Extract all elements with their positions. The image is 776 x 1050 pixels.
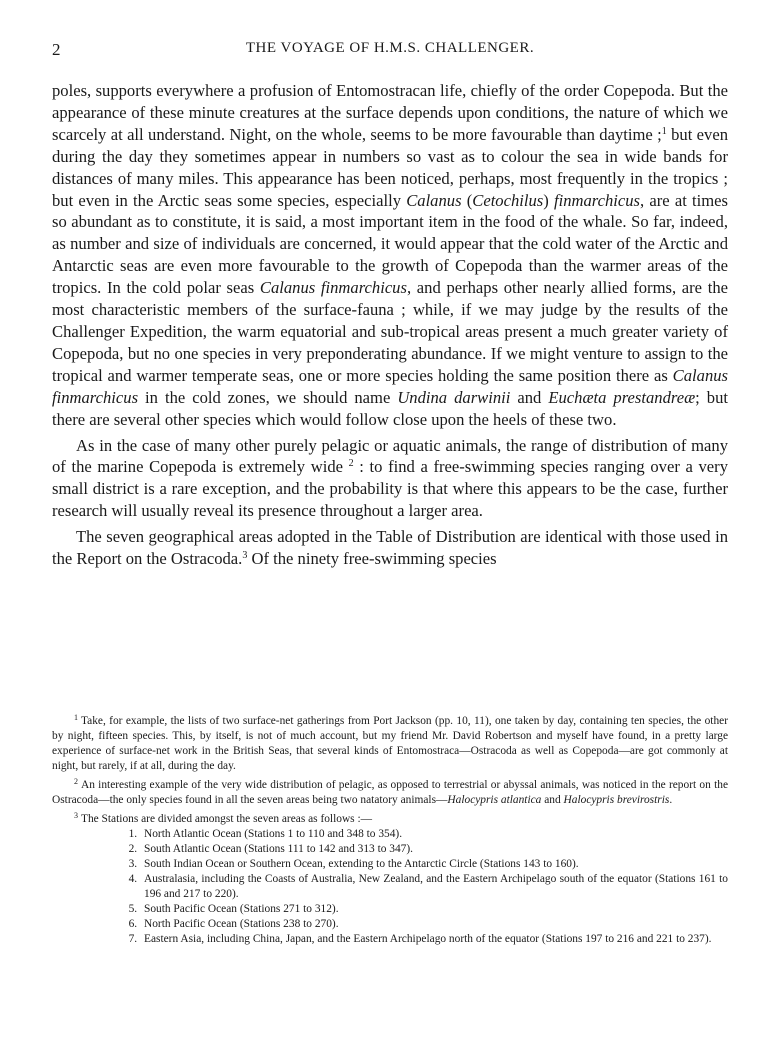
footnote-3: $^3$ The Stations are divided amongst the seven areas as follows :—: [74, 811, 373, 825]
list-item: 4. Australasia, including the Coasts of Australia, New Zealand, and the Eastern Archipelago south of the equator (Stations 161 to 196 and 217 to 220).: [140, 872, 728, 902]
list-item: 1. North Atlantic Ocean (Stations 1 to 110 and 348 to 354).: [140, 827, 728, 842]
footnote-2: $^2$ An interesting example of the very wide distribution of pelagic, as opposed to terrestrial or abyssal animals, was noticed in the report on the Ostracoda—the only species found in all the seven areas being two natatory animals—Halocypris atlantica and Halocypris brevirostris.: [52, 777, 728, 806]
species-name: Cetochilus: [472, 190, 544, 210]
page-number: 2: [52, 40, 61, 59]
paragraph-2: As in the case of many other purely pelagic or aquatic animals, the range of distribution of many of the marine Copepoda is extremely wide $^2$ : to find a free-swimming species ranging over a very small district is a rare exception, and the probability is that where this appears to be the case, further research will usually reveal its presence throughout a larger area.: [52, 435, 728, 521]
footnotes: [52, 710, 728, 947]
species-name: Euchæta prestandreæ: [548, 387, 696, 407]
footnote-ref-1: 1: [661, 125, 667, 137]
list-item: 3. South Indian Ocean or Southern Ocean, extending to the Antarctic Circle (Stations 143 to 160).: [140, 857, 728, 872]
body-text: [52, 80, 728, 570]
species-name: Calanus finmarchicus: [52, 365, 728, 407]
species-name: Calanus finmarchicus: [259, 278, 407, 298]
list-item: 6. North Pacific Ocean (Stations 238 to 270).: [140, 917, 728, 932]
species-name: Undina darwinii: [397, 387, 511, 407]
area-list: [52, 827, 728, 947]
list-item: 7. Eastern Asia, including China, Japan, and the Eastern Archipelago north of the equator (Stations 197 to 216 and 221 to 237).: [140, 932, 728, 947]
list-item: 2. South Atlantic Ocean (Stations 111 to 142 and 313 to 347).: [140, 842, 728, 857]
running-title: THE VOYAGE OF H.M.S. CHALLENGER.: [245, 40, 535, 56]
species-name: Calanus: [406, 190, 462, 210]
list-item: 5. South Pacific Ocean (Stations 271 to 312).: [140, 902, 728, 917]
paragraph-1: poles, supports everywhere a profusion of Entomostracan life, chiefly of the order Copepoda. But the appearance of these minute creatures at the surface depends upon conditions, the nature of which we scarcely at all understand. Night, on the whole, seems to be more favourable than daytime ;$^1$ but even during the day they sometimes appear in numbers so vast as to colour the sea in wide bands for distances of many miles. This appearance has been noticed, perhaps, most frequently in the tropics ; but even in the Arctic seas some species, especially Calanus (Cetochilus) finmarchicus, are at times so abundant as to constitute, it is said, a most important item in the food of the whale. So far, indeed, as number and size of individuals are concerned, it would appear that the cold water of the Arctic and Antarctic seas are even more favourable to the growth of Copepoda than the warmer areas of the tropics. In the cold polar seas Calanus finmarchicus, and perhaps other nearly allied forms, are the most characteristic members of the surface-fauna ; while, if we may judge by the results of the Challenger Expedition, the warm equatorial and sub-tropical areas present a much greater variety of Copepoda, but no one species in very preponderating abundance. If we might venture to assign to the tropical and warmer temperate seas, one or more species holding the same position there as Calanus finmarchicus in the cold zones, we should name Undina darwinii and Euchæta prestandreæ; but there are several other species which would follow close upon the heels of these two.: [52, 81, 729, 429]
footnote-ref-3: 3: [242, 550, 248, 562]
footnote-1: $^1$ Take, for example, the lists of two surface-net gatherings from Port Jackson (pp. 10, 11), one taken by day, containing ten species, the other by night, fifteen species. This, by itself, is not of much account, but my friend Mr. David Robertson and myself have found, in a pretty large experience of surface-net work in the British Seas, that several kinds of Entomostraca—Ostracoda as well as Copepoda—are got commonly at night, but rarely, if at all, during the day.: [52, 713, 728, 772]
footnote-marker: 2: [74, 777, 78, 786]
footnote-marker: 3: [74, 811, 78, 820]
footnote-marker: 1: [74, 713, 78, 722]
paragraph-3: The seven geographical areas adopted in the Table of Distribution are identical with those used in the Report on the Ostracoda.$^3$ Of the ninety free-swimming species: [52, 527, 728, 569]
page-header: [52, 40, 728, 64]
species-name: Halocypris brevirostris: [563, 794, 670, 806]
footnote-ref-2: 2: [348, 458, 354, 470]
species-name: Halocypris atlantica: [447, 794, 542, 806]
species-name: finmarchicus: [553, 190, 641, 210]
